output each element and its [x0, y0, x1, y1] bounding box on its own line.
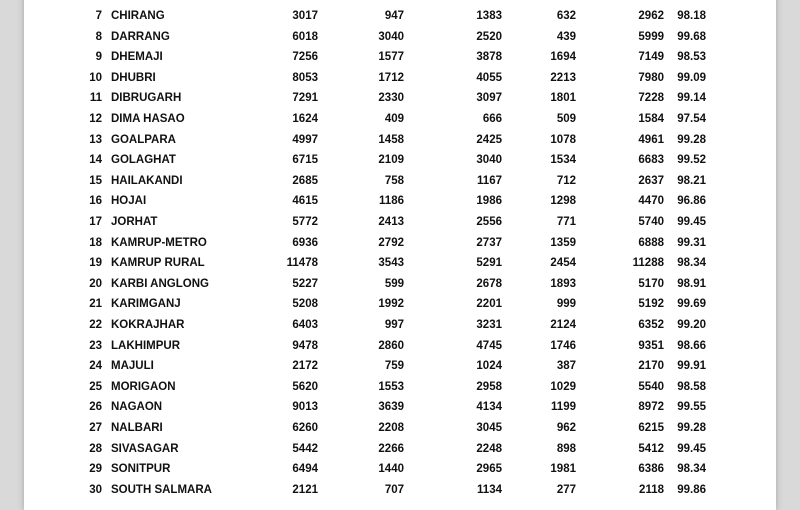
value-cell-3: 2678 [476, 277, 502, 290]
table-row [24, 439, 776, 460]
value-cell-4: 1981 [550, 463, 576, 476]
value-cell-1: 7256 [292, 51, 318, 64]
district-name-cell: JORHAT [111, 216, 158, 228]
value-cell-4: 2454 [550, 257, 576, 270]
value-cell-1: 6494 [292, 463, 318, 476]
serial-number-cell: 18 [89, 236, 102, 249]
serial-number-cell: 22 [89, 319, 102, 331]
percentage-cell: 99.55 [677, 401, 706, 414]
percentage-cell: 98.34 [677, 257, 706, 270]
percentage-cell: 98.34 [677, 463, 706, 476]
value-cell-4: 898 [556, 442, 576, 455]
district-name-cell: HAILAKANDI [111, 174, 183, 187]
value-cell-1: 2172 [292, 360, 318, 373]
value-cell-5: 5170 [638, 277, 664, 290]
serial-number-cell: 29 [89, 463, 102, 476]
value-cell-5: 5192 [638, 298, 664, 311]
value-cell-5: 5540 [638, 380, 664, 393]
value-cell-3: 2201 [476, 298, 502, 311]
value-cell-3: 2737 [476, 236, 502, 249]
value-cell-4: 1359 [550, 236, 576, 249]
value-cell-2: 2266 [378, 442, 404, 455]
value-cell-1: 6936 [292, 236, 318, 249]
value-cell-2: 2109 [378, 154, 404, 167]
district-name-cell: KARBI ANGLONG [111, 277, 209, 290]
value-cell-3: 1024 [476, 360, 502, 373]
value-cell-4: 771 [556, 216, 576, 228]
district-name-cell: HOJAI [111, 195, 147, 208]
serial-number-cell: 21 [89, 298, 102, 311]
value-cell-1: 7291 [292, 92, 318, 105]
value-cell-3: 4055 [476, 71, 502, 84]
value-cell-1: 5227 [292, 277, 318, 290]
value-cell-2: 1992 [378, 298, 404, 311]
value-cell-5: 6386 [638, 463, 664, 476]
table-row [24, 377, 776, 398]
serial-number-cell: 12 [89, 113, 102, 125]
serial-number-cell: 26 [89, 401, 102, 414]
value-cell-3: 2556 [476, 216, 502, 228]
value-cell-2: 1458 [378, 133, 404, 146]
value-cell-5: 9351 [638, 339, 664, 352]
table-row [24, 274, 776, 295]
value-cell-4: 999 [556, 298, 576, 311]
value-cell-4: 1801 [550, 92, 576, 105]
value-cell-4: 962 [556, 422, 576, 434]
value-cell-5: 2170 [638, 360, 664, 373]
value-cell-1: 9013 [292, 401, 318, 414]
value-cell-1: 4997 [292, 133, 318, 146]
percentage-cell: 99.45 [677, 216, 706, 228]
value-cell-3: 3040 [476, 154, 502, 167]
table-row [24, 356, 776, 377]
value-cell-3: 3231 [476, 319, 502, 331]
table-row [24, 6, 776, 27]
value-cell-1: 1624 [292, 113, 318, 125]
serial-number-cell: 17 [89, 216, 102, 228]
value-cell-2: 758 [384, 174, 404, 187]
percentage-cell: 99.28 [677, 133, 706, 146]
district-name-cell: SIVASAGAR [111, 442, 179, 455]
district-name-cell: DIBRUGARH [111, 92, 182, 105]
serial-number-cell: 19 [89, 257, 102, 270]
value-cell-2: 2208 [378, 422, 404, 434]
value-cell-5: 6352 [638, 319, 664, 331]
value-cell-1: 6403 [292, 319, 318, 331]
value-cell-3: 666 [482, 113, 502, 125]
district-name-cell: MAJULI [111, 360, 154, 373]
value-cell-4: 439 [556, 30, 576, 43]
table-row [24, 88, 776, 109]
value-cell-2: 2792 [378, 236, 404, 249]
value-cell-1: 5772 [292, 216, 318, 228]
percentage-cell: 99.31 [677, 236, 706, 249]
value-cell-3: 1986 [476, 195, 502, 208]
value-cell-1: 6260 [292, 422, 318, 434]
percentage-cell: 99.14 [677, 92, 706, 105]
value-cell-3: 1134 [477, 483, 502, 496]
value-cell-2: 2860 [378, 339, 404, 352]
table-row [24, 171, 776, 192]
table-row [24, 294, 776, 315]
percentage-cell: 99.86 [677, 483, 706, 496]
table-row [24, 191, 776, 212]
value-cell-5: 5740 [638, 216, 664, 228]
serial-number-cell: 11 [89, 92, 102, 105]
value-cell-4: 1078 [550, 133, 576, 146]
value-cell-5: 7980 [638, 71, 664, 84]
value-cell-1: 5442 [292, 442, 318, 455]
district-name-cell: NAGAON [111, 401, 163, 414]
value-cell-4: 1298 [550, 195, 576, 208]
value-cell-5: 2118 [639, 483, 664, 496]
serial-number-cell: 30 [89, 483, 102, 496]
value-cell-4: 1199 [551, 401, 576, 414]
percentage-cell: 98.53 [677, 51, 706, 64]
value-cell-5: 7228 [638, 92, 664, 105]
district-name-cell: MORIGAON [111, 380, 176, 393]
percentage-cell: 99.52 [677, 154, 706, 167]
value-cell-4: 1534 [550, 154, 576, 167]
value-cell-1: 6715 [292, 154, 318, 167]
value-cell-4: 2124 [550, 319, 576, 331]
value-cell-1: 11478 [286, 257, 318, 270]
district-name-cell: DARRANG [111, 30, 170, 43]
table-row [24, 27, 776, 48]
serial-number-cell: 10 [89, 71, 102, 84]
value-cell-4: 712 [556, 174, 576, 187]
serial-number-cell: 24 [89, 360, 102, 373]
value-cell-2: 2413 [378, 216, 404, 228]
value-cell-2: 707 [384, 483, 404, 496]
district-name-cell: CHIRANG [111, 10, 165, 22]
percentage-cell: 99.91 [677, 360, 706, 373]
district-name-cell: KOKRAJHAR [111, 319, 185, 331]
percentage-cell: 96.86 [677, 195, 706, 208]
table-row [24, 336, 776, 357]
serial-number-cell: 13 [89, 133, 102, 146]
serial-number-cell: 27 [89, 422, 102, 434]
value-cell-2: 759 [384, 360, 404, 373]
percentage-cell: 99.09 [677, 71, 706, 84]
percentage-cell: 99.20 [677, 319, 706, 331]
table-row [24, 130, 776, 151]
percentage-cell: 99.68 [677, 30, 706, 43]
serial-number-cell: 23 [89, 339, 102, 352]
value-cell-4: 1694 [550, 51, 576, 64]
serial-number-cell: 28 [89, 442, 102, 455]
value-cell-2: 2330 [378, 92, 404, 105]
value-cell-3: 3045 [476, 422, 502, 434]
value-cell-3: 4745 [476, 339, 502, 352]
value-cell-2: 1553 [378, 380, 404, 393]
value-cell-5: 5412 [638, 442, 664, 455]
value-cell-3: 5291 [476, 257, 502, 270]
value-cell-4: 1746 [550, 339, 576, 352]
serial-number-cell: 8 [95, 30, 102, 43]
value-cell-2: 997 [384, 319, 404, 331]
district-name-cell: NALBARI [111, 422, 163, 434]
value-cell-2: 3040 [378, 30, 404, 43]
document-page [24, 0, 776, 510]
value-cell-4: 1893 [550, 277, 576, 290]
value-cell-5: 4470 [638, 195, 664, 208]
value-cell-1: 4615 [292, 195, 318, 208]
value-cell-3: 2425 [476, 133, 502, 146]
district-name-cell: GOALPARA [111, 133, 176, 146]
table-row [24, 253, 776, 274]
value-cell-5: 2962 [638, 10, 664, 22]
value-cell-5: 1584 [638, 113, 664, 125]
percentage-cell: 98.58 [677, 380, 706, 393]
percentage-cell: 98.18 [677, 10, 706, 22]
serial-number-cell: 9 [95, 51, 102, 64]
table-row [24, 109, 776, 130]
value-cell-5: 5999 [638, 30, 664, 43]
value-cell-5: 8972 [638, 401, 664, 414]
table-row [24, 233, 776, 254]
value-cell-5: 4961 [638, 133, 664, 146]
value-cell-1: 5208 [292, 298, 318, 311]
value-cell-1: 5620 [292, 380, 318, 393]
value-cell-3: 3878 [476, 51, 502, 64]
value-cell-3: 4134 [476, 401, 502, 414]
value-cell-1: 6018 [292, 30, 318, 43]
district-name-cell: KAMRUP RURAL [111, 257, 205, 270]
value-cell-2: 599 [384, 277, 404, 290]
value-cell-5: 7149 [638, 51, 664, 64]
value-cell-2: 1712 [378, 71, 404, 84]
table-row [24, 68, 776, 89]
percentage-cell: 98.66 [677, 339, 706, 352]
value-cell-5: 11288 [632, 257, 664, 270]
value-cell-1: 2121 [292, 483, 318, 496]
value-cell-2: 3639 [378, 401, 404, 414]
serial-number-cell: 25 [89, 380, 102, 393]
value-cell-5: 2637 [638, 174, 664, 187]
serial-number-cell: 20 [89, 277, 102, 290]
table-row [24, 418, 776, 439]
district-name-cell: KAMRUP-METRO [111, 236, 207, 249]
value-cell-3: 2965 [476, 463, 502, 476]
value-cell-3: 2248 [476, 442, 502, 455]
value-cell-4: 509 [556, 113, 576, 125]
district-name-cell: DHEMAJI [111, 51, 163, 64]
serial-number-cell: 15 [89, 174, 102, 187]
percentage-cell: 98.91 [677, 277, 706, 290]
district-name-cell: SOUTH SALMARA [111, 483, 212, 496]
district-name-cell: KARIMGANJ [111, 298, 181, 311]
district-name-cell: LAKHIMPUR [111, 339, 180, 352]
district-name-cell: GOLAGHAT [111, 154, 176, 167]
value-cell-2: 1186 [379, 195, 404, 208]
value-cell-3: 2958 [476, 380, 502, 393]
district-name-cell: SONITPUR [111, 463, 171, 476]
value-cell-2: 409 [384, 113, 404, 125]
value-cell-1: 8053 [292, 71, 318, 84]
table-row [24, 150, 776, 171]
value-cell-3: 2520 [476, 30, 502, 43]
value-cell-1: 3017 [292, 10, 318, 22]
serial-number-cell: 16 [89, 195, 102, 208]
table-row [24, 480, 776, 501]
percentage-cell: 99.28 [677, 422, 706, 434]
serial-number-cell: 14 [89, 154, 102, 167]
value-cell-5: 6215 [638, 422, 664, 434]
value-cell-4: 277 [556, 483, 576, 496]
percentage-cell: 99.69 [677, 298, 706, 311]
value-cell-3: 1167 [477, 174, 502, 187]
value-cell-2: 1440 [378, 463, 404, 476]
serial-number-cell: 7 [95, 10, 102, 22]
percentage-cell: 97.54 [677, 113, 706, 125]
value-cell-4: 1029 [550, 380, 576, 393]
value-cell-2: 3543 [378, 257, 404, 270]
value-cell-5: 6683 [638, 154, 664, 167]
value-cell-2: 947 [384, 10, 404, 22]
table-row [24, 315, 776, 336]
table-row [24, 212, 776, 233]
value-cell-3: 3097 [476, 92, 502, 105]
percentage-cell: 99.45 [677, 442, 706, 455]
table-row [24, 397, 776, 418]
value-cell-1: 2685 [292, 174, 318, 187]
table-row [24, 47, 776, 68]
value-cell-5: 6888 [638, 236, 664, 249]
value-cell-4: 2213 [550, 71, 576, 84]
value-cell-4: 632 [556, 10, 576, 22]
table-row [24, 459, 776, 480]
district-name-cell: DHUBRI [111, 71, 156, 84]
value-cell-2: 1577 [378, 51, 404, 64]
percentage-cell: 98.21 [677, 174, 706, 187]
value-cell-3: 1383 [476, 10, 502, 22]
value-cell-4: 387 [556, 360, 576, 373]
district-name-cell: DIMA HASAO [111, 113, 185, 125]
value-cell-1: 9478 [292, 339, 318, 352]
